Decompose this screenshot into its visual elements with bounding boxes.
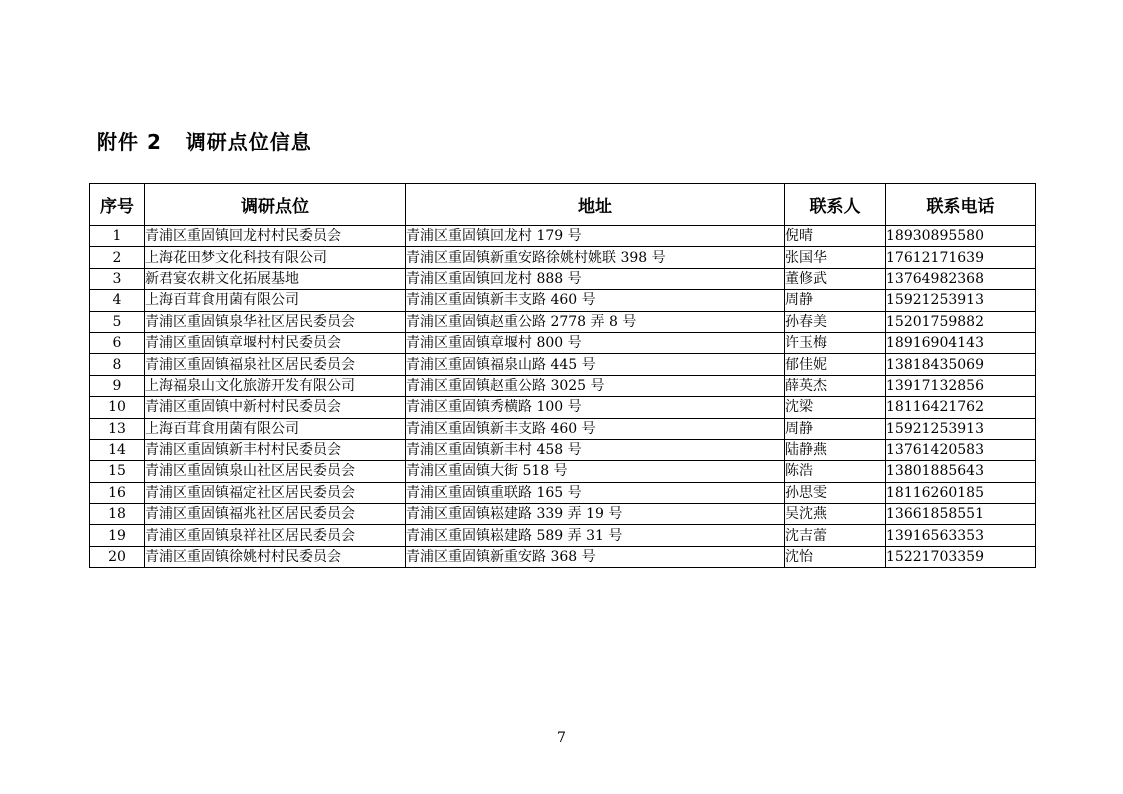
cell-no: 4 xyxy=(90,290,145,311)
cell-address: 青浦区重固镇新丰村 458 号 xyxy=(406,439,785,460)
table-row xyxy=(90,482,1036,503)
cell-phone: 15221703359 xyxy=(886,546,1036,567)
cell-phone: 15921253913 xyxy=(886,290,1036,311)
cell-phone: 13818435069 xyxy=(886,354,1036,375)
cell-no: 10 xyxy=(90,397,145,418)
page-heading: 附件 2 调研点位信息 xyxy=(97,130,312,154)
cell-address: 青浦区重固镇新丰支路 460 号 xyxy=(406,418,785,439)
cell-phone: 13761420583 xyxy=(886,439,1036,460)
table-body xyxy=(90,226,1036,568)
cell-address: 青浦区重固镇崧建路 339 弄 19 号 xyxy=(406,504,785,525)
cell-contact: 张国华 xyxy=(785,247,886,268)
table-row xyxy=(90,332,1036,353)
table-row xyxy=(90,546,1036,567)
cell-no: 13 xyxy=(90,418,145,439)
cell-place: 青浦区重固镇中新村村民委员会 xyxy=(145,397,406,418)
cell-no: 20 xyxy=(90,546,145,567)
cell-contact: 沈怡 xyxy=(785,546,886,567)
cell-no: 8 xyxy=(90,354,145,375)
table-row xyxy=(90,461,1036,482)
cell-place: 上海百茸食用菌有限公司 xyxy=(145,290,406,311)
cell-no: 2 xyxy=(90,247,145,268)
page-number: 7 xyxy=(557,730,566,746)
cell-contact: 倪晴 xyxy=(785,226,886,247)
cell-phone: 13801885643 xyxy=(886,461,1036,482)
header-no: 序号 xyxy=(90,184,145,226)
cell-address: 青浦区重固镇新重安路徐姚村姚联 398 号 xyxy=(406,247,785,268)
table-row xyxy=(90,418,1036,439)
cell-contact: 董修武 xyxy=(785,268,886,289)
cell-contact: 许玉梅 xyxy=(785,332,886,353)
cell-place: 青浦区重固镇泉祥社区居民委员会 xyxy=(145,525,406,546)
cell-address: 青浦区重固镇重联路 165 号 xyxy=(406,482,785,503)
cell-address: 青浦区重固镇新重安路 368 号 xyxy=(406,546,785,567)
table-row xyxy=(90,226,1036,247)
cell-place: 青浦区重固镇回龙村村民委员会 xyxy=(145,226,406,247)
cell-address: 青浦区重固镇新丰支路 460 号 xyxy=(406,290,785,311)
cell-no: 19 xyxy=(90,525,145,546)
header-address: 地址 xyxy=(406,184,785,226)
cell-place: 上海花田梦文化科技有限公司 xyxy=(145,247,406,268)
cell-phone: 13917132856 xyxy=(886,375,1036,396)
cell-phone: 18116260185 xyxy=(886,482,1036,503)
cell-address: 青浦区重固镇崧建路 589 弄 31 号 xyxy=(406,525,785,546)
table-row xyxy=(90,375,1036,396)
cell-phone: 18916904143 xyxy=(886,332,1036,353)
cell-no: 14 xyxy=(90,439,145,460)
cell-address: 青浦区重固镇福泉山路 445 号 xyxy=(406,354,785,375)
cell-place: 上海福泉山文化旅游开发有限公司 xyxy=(145,375,406,396)
cell-address: 青浦区重固镇大街 518 号 xyxy=(406,461,785,482)
cell-place: 上海百茸食用菌有限公司 xyxy=(145,418,406,439)
cell-address: 青浦区重固镇赵重公路 2778 弄 8 号 xyxy=(406,311,785,332)
cell-contact: 陈浩 xyxy=(785,461,886,482)
header-phone: 联系电话 xyxy=(886,184,1036,226)
cell-no: 5 xyxy=(90,311,145,332)
cell-contact: 吴沈燕 xyxy=(785,504,886,525)
table-row xyxy=(90,268,1036,289)
cell-phone: 13661858551 xyxy=(886,504,1036,525)
cell-phone: 15201759882 xyxy=(886,311,1036,332)
cell-address: 青浦区重固镇秀横路 100 号 xyxy=(406,397,785,418)
cell-phone: 18116421762 xyxy=(886,397,1036,418)
table-row xyxy=(90,525,1036,546)
table-row xyxy=(90,439,1036,460)
cell-contact: 陆静燕 xyxy=(785,439,886,460)
cell-contact: 孙思雯 xyxy=(785,482,886,503)
cell-no: 16 xyxy=(90,482,145,503)
cell-no: 15 xyxy=(90,461,145,482)
cell-address: 青浦区重固镇赵重公路 3025 号 xyxy=(406,375,785,396)
cell-no: 18 xyxy=(90,504,145,525)
cell-phone: 17612171639 xyxy=(886,247,1036,268)
cell-phone: 13764982368 xyxy=(886,268,1036,289)
cell-contact: 沈吉蕾 xyxy=(785,525,886,546)
header-place: 调研点位 xyxy=(145,184,406,226)
table-row xyxy=(90,311,1036,332)
cell-contact: 周静 xyxy=(785,290,886,311)
cell-no: 6 xyxy=(90,332,145,353)
table-row xyxy=(90,290,1036,311)
cell-phone: 13916563353 xyxy=(886,525,1036,546)
cell-no: 1 xyxy=(90,226,145,247)
cell-no: 9 xyxy=(90,375,145,396)
cell-place: 青浦区重固镇福泉社区居民委员会 xyxy=(145,354,406,375)
cell-contact: 郁佳妮 xyxy=(785,354,886,375)
cell-no: 3 xyxy=(90,268,145,289)
cell-place: 青浦区重固镇徐姚村村民委员会 xyxy=(145,546,406,567)
cell-place: 青浦区重固镇福兆社区居民委员会 xyxy=(145,504,406,525)
table-row xyxy=(90,504,1036,525)
survey-points-table xyxy=(89,183,1036,568)
cell-address: 青浦区重固镇回龙村 179 号 xyxy=(406,226,785,247)
cell-contact: 周静 xyxy=(785,418,886,439)
cell-place: 新君宴农耕文化拓展基地 xyxy=(145,268,406,289)
cell-place: 青浦区重固镇章堰村村民委员会 xyxy=(145,332,406,353)
cell-address: 青浦区重固镇回龙村 888 号 xyxy=(406,268,785,289)
cell-address: 青浦区重固镇章堰村 800 号 xyxy=(406,332,785,353)
table-row xyxy=(90,354,1036,375)
table-header-row xyxy=(90,184,1036,226)
header-contact: 联系人 xyxy=(785,184,886,226)
cell-phone: 18930895580 xyxy=(886,226,1036,247)
cell-place: 青浦区重固镇泉华社区居民委员会 xyxy=(145,311,406,332)
cell-place: 青浦区重固镇新丰村村民委员会 xyxy=(145,439,406,460)
cell-contact: 薛英杰 xyxy=(785,375,886,396)
table-row xyxy=(90,397,1036,418)
cell-phone: 15921253913 xyxy=(886,418,1036,439)
table-row xyxy=(90,247,1036,268)
cell-contact: 孙春美 xyxy=(785,311,886,332)
cell-contact: 沈梁 xyxy=(785,397,886,418)
cell-place: 青浦区重固镇泉山社区居民委员会 xyxy=(145,461,406,482)
cell-place: 青浦区重固镇福定社区居民委员会 xyxy=(145,482,406,503)
